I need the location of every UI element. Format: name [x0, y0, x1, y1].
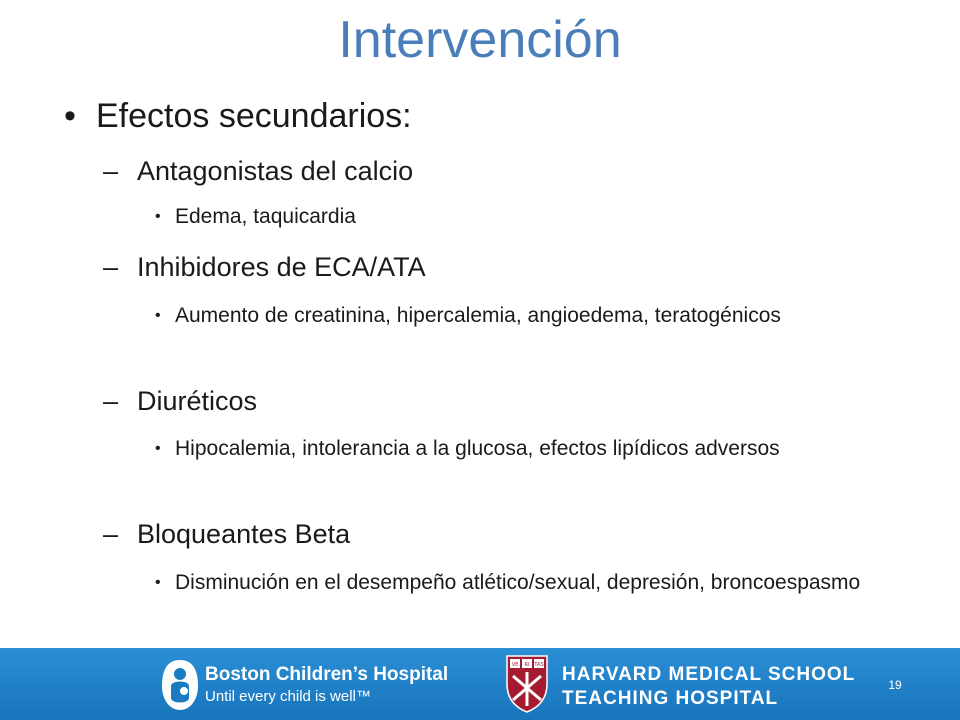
school-subtitle: TEACHING HOSPITAL	[562, 688, 779, 709]
dash-marker: –	[103, 386, 119, 416]
footer-banner	[0, 648, 960, 720]
bullet-marker: •	[155, 574, 161, 591]
shield-text: TAS	[534, 662, 544, 668]
hospital-tagline: Until every child is well™	[205, 688, 371, 705]
bullet-marker: •	[155, 440, 161, 457]
harvard-shield-icon	[505, 654, 549, 714]
main-bullet-text: Efectos secundarios:	[96, 97, 412, 135]
shield-text: RI	[524, 662, 530, 668]
section-detail-text: Hipocalemia, intolerancia a la glucosa, efectos lipídicos adversos	[175, 437, 780, 460]
section-heading-text: Bloqueantes Beta	[137, 519, 351, 549]
section-heading-text: Antagonistas del calcio	[137, 156, 414, 186]
section-detail	[155, 432, 895, 466]
shield-text: VE	[511, 662, 519, 668]
boston-childrens-logo	[160, 658, 200, 712]
section-detail	[155, 566, 895, 600]
section-detail-text: Aumento de creatinina, hipercalemia, angioedema, teratogénicos	[175, 304, 781, 327]
section-detail	[155, 299, 895, 333]
bullet-marker: •	[155, 208, 161, 225]
slide-title: Intervención	[338, 11, 622, 69]
bullet-marker: •	[64, 97, 76, 135]
dash-marker: –	[103, 252, 119, 282]
hospital-name: Boston Children’s Hospital	[205, 664, 449, 685]
section-heading-text: Diuréticos	[137, 386, 258, 416]
page-number: 19	[888, 678, 902, 692]
school-name: HARVARD MEDICAL SCHOOL	[562, 664, 856, 685]
dash-marker: –	[103, 156, 119, 186]
dash-marker: –	[103, 519, 119, 549]
section-detail-text: Disminución en el desempeño atlético/sexual, depresión, broncoespasmo	[175, 571, 861, 594]
section-detail-text: Edema, taquicardia	[175, 205, 356, 228]
bullet-marker: •	[155, 307, 161, 324]
section-detail	[155, 200, 895, 234]
section-heading-text: Inhibidores de ECA/ATA	[137, 252, 426, 282]
